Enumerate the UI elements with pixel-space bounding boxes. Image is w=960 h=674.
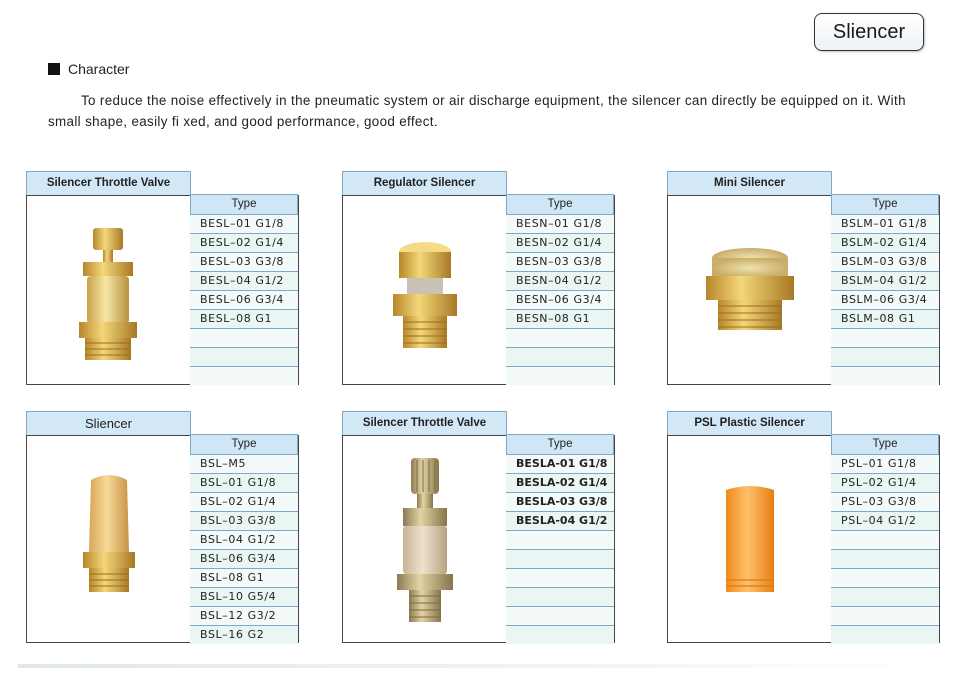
type-table bbox=[190, 195, 298, 385]
type-table bbox=[506, 435, 614, 644]
table-row bbox=[831, 549, 939, 568]
table-row: BSL–08 G1 bbox=[190, 568, 298, 587]
table-row: BESN–08 G1 bbox=[506, 309, 614, 328]
table-row: BESL–03 G3/8 bbox=[190, 252, 298, 271]
type-header: Type bbox=[190, 434, 298, 454]
table-row bbox=[506, 366, 614, 385]
card-title: PSL Plastic Silencer bbox=[667, 411, 832, 436]
table-row bbox=[190, 328, 298, 347]
card-title: Silencer Throttle Valve bbox=[342, 411, 507, 436]
table-row: BSL–10 G5/4 bbox=[190, 587, 298, 606]
table-row bbox=[831, 328, 939, 347]
type-header: Type bbox=[190, 194, 298, 214]
table-row: BSL–12 G3/2 bbox=[190, 606, 298, 625]
table-row: BESLA-04 G1/2 bbox=[506, 511, 614, 530]
table-row bbox=[506, 530, 614, 549]
table-row bbox=[831, 366, 939, 385]
table-row: BSL–16 G2 bbox=[190, 625, 298, 644]
table-row: BSL–02 G1/4 bbox=[190, 492, 298, 511]
page-divider bbox=[18, 664, 942, 668]
character-description: To reduce the noise effectively in the pneumatic system or air discharge equipment, the silencer can directly be equipped on it. With small shape, easily fi xed, and good performance, good effect. bbox=[48, 93, 906, 129]
type-header: Type bbox=[506, 194, 614, 214]
table-row: BSL–M5 bbox=[190, 454, 298, 473]
table-row: BSLM–04 G1/2 bbox=[831, 271, 939, 290]
table-row: BESN–03 G3/8 bbox=[506, 252, 614, 271]
table-row: BESL–08 G1 bbox=[190, 309, 298, 328]
type-header: Type bbox=[831, 434, 939, 454]
table-row bbox=[506, 347, 614, 366]
card-title: Silencer Throttle Valve bbox=[26, 171, 191, 196]
card-title: Mini Silencer bbox=[667, 171, 832, 196]
card-title: Regulator Silencer bbox=[342, 171, 507, 196]
card-title: Sliencer bbox=[26, 411, 191, 436]
table-row: BESLA-01 G1/8 bbox=[506, 454, 614, 473]
table-row: BESN–02 G1/4 bbox=[506, 233, 614, 252]
table-row bbox=[190, 347, 298, 366]
table-row: BESN–06 G3/4 bbox=[506, 290, 614, 309]
character-heading-text: Character bbox=[68, 61, 130, 77]
table-row bbox=[506, 568, 614, 587]
table-row: BSLM–02 G1/4 bbox=[831, 233, 939, 252]
page-title: Sliencer bbox=[814, 13, 924, 51]
table-row: BESN–01 G1/8 bbox=[506, 214, 614, 233]
regulator-silencer-image bbox=[363, 210, 488, 370]
type-table bbox=[506, 195, 614, 385]
table-row: BESL–02 G1/4 bbox=[190, 233, 298, 252]
table-row: PSL–01 G1/8 bbox=[831, 454, 939, 473]
table-row: BSL–03 G3/8 bbox=[190, 511, 298, 530]
table-row: BSLM–03 G3/8 bbox=[831, 252, 939, 271]
table-row: BSLM–01 G1/8 bbox=[831, 214, 939, 233]
throttle-valve-silencer-image bbox=[363, 454, 488, 630]
table-row: BESLA-03 G3/8 bbox=[506, 492, 614, 511]
table-row bbox=[190, 366, 298, 385]
table-row: BSLM–06 G3/4 bbox=[831, 290, 939, 309]
character-heading bbox=[48, 61, 129, 77]
type-header: Type bbox=[506, 434, 614, 454]
square-bullet-icon bbox=[48, 63, 60, 75]
type-header: Type bbox=[831, 194, 939, 214]
table-row bbox=[506, 328, 614, 347]
table-row: PSL–03 G3/8 bbox=[831, 492, 939, 511]
table-row: PSL–02 G1/4 bbox=[831, 473, 939, 492]
type-table bbox=[831, 435, 939, 644]
table-row: BSL–01 G1/8 bbox=[190, 473, 298, 492]
table-row bbox=[831, 606, 939, 625]
table-row: PSL–04 G1/2 bbox=[831, 511, 939, 530]
sintered-silencer-image bbox=[47, 460, 172, 620]
table-row bbox=[831, 530, 939, 549]
type-table bbox=[831, 195, 939, 385]
throttle-valve-silencer-image bbox=[47, 210, 172, 370]
table-row bbox=[831, 347, 939, 366]
table-row: BSL–04 G1/2 bbox=[190, 530, 298, 549]
table-row bbox=[506, 549, 614, 568]
table-row bbox=[506, 606, 614, 625]
table-row: BSLM–08 G1 bbox=[831, 309, 939, 328]
table-row: BESL–04 G1/2 bbox=[190, 271, 298, 290]
mini-silencer-image bbox=[688, 210, 813, 370]
table-row bbox=[506, 587, 614, 606]
table-row: BSL–06 G3/4 bbox=[190, 549, 298, 568]
table-row bbox=[831, 587, 939, 606]
plastic-silencer-image bbox=[688, 460, 813, 620]
table-row bbox=[831, 625, 939, 644]
table-row bbox=[831, 568, 939, 587]
table-row bbox=[506, 625, 614, 644]
type-table bbox=[190, 435, 298, 644]
table-row: BESL–06 G3/4 bbox=[190, 290, 298, 309]
table-row: BESL–01 G1/8 bbox=[190, 214, 298, 233]
table-row: BESLA-02 G1/4 bbox=[506, 473, 614, 492]
table-row: BESN–04 G1/2 bbox=[506, 271, 614, 290]
